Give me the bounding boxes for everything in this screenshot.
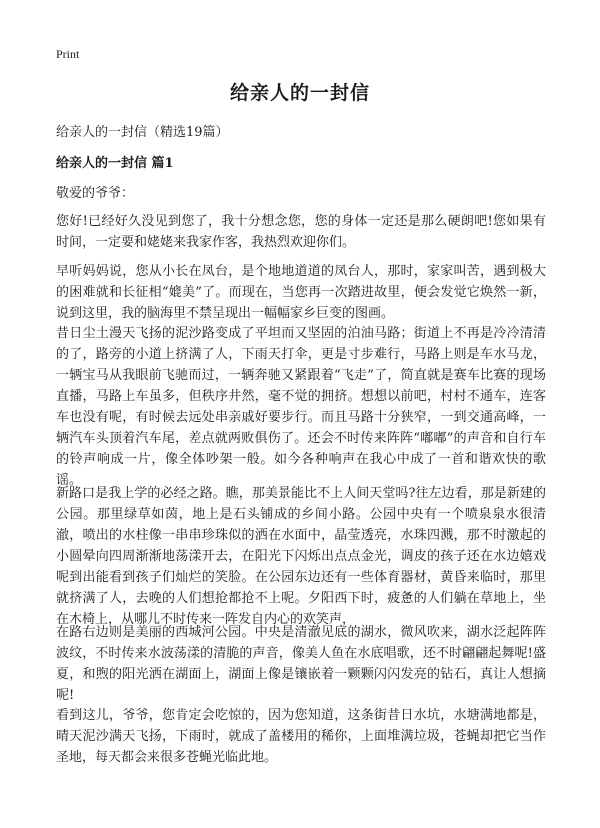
letter-salutation: 敬爱的爷爷： xyxy=(56,186,135,201)
paragraph-3: 昔日尘土漫天飞扬的泥沙路变成了平坦而又坚固的泊油马路；街道上不再是冷冷清清的了，路旁的小道上挤满了人，下雨天打伞，更是寸步难行，马路上则是车水马龙，一辆宝马从我眼前飞驰而过，一辆奔驰又紧跟着“飞走”了，简直就是赛车比赛的现场直播，马路上车虽多，但秩序井然，毫不觉的拥挤。想想以前吧，村村不通车，连客车也没有呢，有时候去远处串亲戚好要步行。而且马路十分狭窄，一到交通高峰，一辆汽车头顶着汽车尾，差点就两败俱伤了。还会不时传来阵阵“嘟嘟”的声音和自行车的铃声响成一片，像全体吵架一般。如今各种响声在我心中成了一首和谐欢快的歌谣。 xyxy=(56,326,546,488)
paragraph-5: 在路右边则是美丽的西城河公园。中央是清澈见底的湖水，微风吹来，湖水泛起阵阵波纹，不时传来水波荡漾的清脆的声音，像美人鱼在水底唱歌，还不时翩翩起舞呢!盛夏，和煦的阳光洒在湖面上，湖面上像是镶嵌着一颗颗闪闪发亮的钻石，真让人想摘呢! xyxy=(56,625,546,703)
paragraph-2: 早听妈妈说，您从小长在凤台，是个地地道道的凤台人，那时，家家叫苦，遇到极大的困难就和长征相“媲美”了。而现在，当您再一次踏进故里，便会发觉它焕然一新，说到这里，我的脑海里不禁呈现出一幅幅家乡巨变的图画。 xyxy=(56,264,546,321)
section-heading: 给亲人的一封信 篇1 xyxy=(56,156,174,171)
page-title: 给亲人的一封信 xyxy=(229,82,370,104)
paragraph-6: 看到这儿，爷爷，您肯定会吃惊的，因为您知道，这条街昔日水坑，水塘满地都是，晴天泥沙满天飞扬，下雨时，就成了盖楼用的稀你，上面堆满垃圾，苍蝇却把它当作圣地，每天都会来很多苍蝇光临此地。 xyxy=(56,708,546,765)
paragraph-4: 新路口是我上学的必经之路。瞧，那美景能比不上人间天堂吗?往左边看，那是新建的公园。那里绿草如茵，地上是石头铺成的乡间小路。公园中央有一个喷泉泉水很清澈，喷出的水柱像一串串珍珠似的洒在水面中，晶莹透亮，水珠四溅，那不时激起的小圆晕向四周渐渐地荡漾开去，在阳光下闪烁出点点金光，调皮的孩子还在水边嬉戏呢到出能看到孩子们灿烂的笑脸。在公园东边还有一些体育器材，黄昏来临时，那里就挤满了人，去晚的人们想抢都抢不上呢。夕阳西下时，疲惫的人们躺在草地上，坐在木椅上，从哪儿不时传来一阵发自内心的欢笑声， xyxy=(56,486,546,627)
paragraph-1: 您好!已经好久没见到您了，我十分想念您，您的身体一定还是那么硬朗吧!您如果有时间，一定要和姥姥来我家作客，我热烈欢迎你们。 xyxy=(56,214,546,250)
print-link[interactable]: Print xyxy=(56,47,80,61)
document-subtitle: 给亲人的一封信（精选19篇） xyxy=(56,125,229,140)
